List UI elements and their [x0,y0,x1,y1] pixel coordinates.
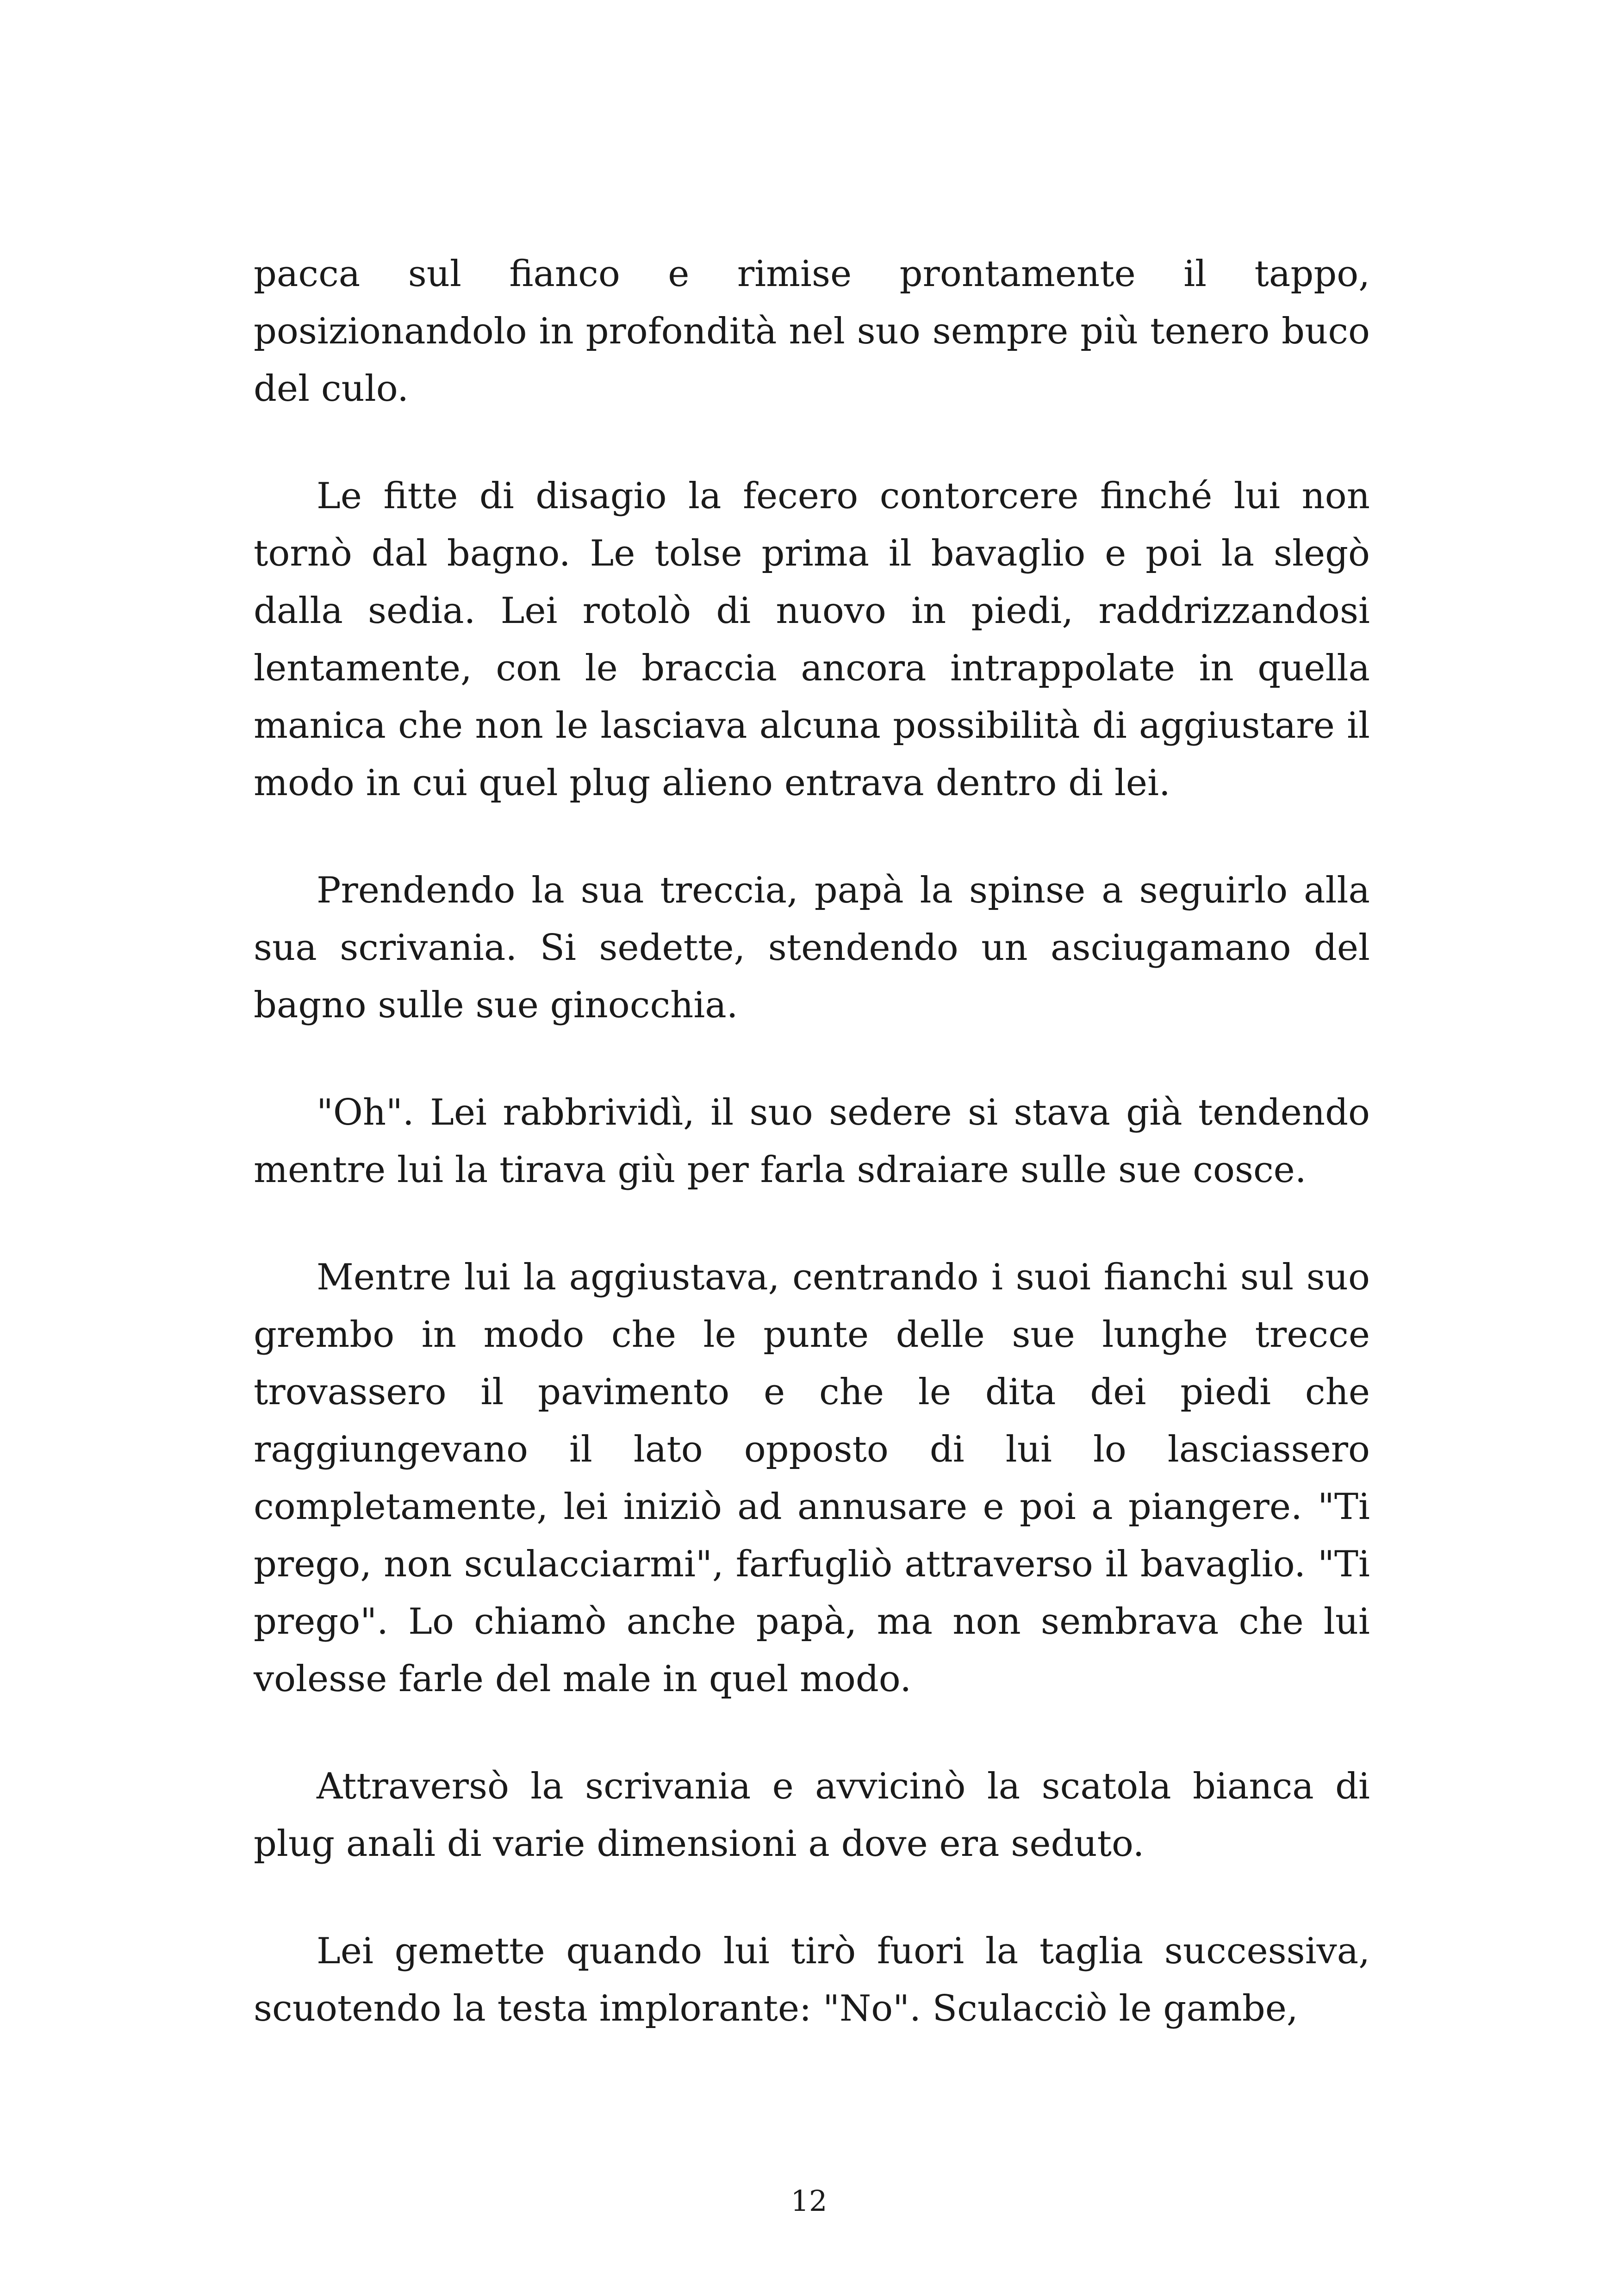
paragraph-7: Lei gemette quando lui tirò fuori la taglia successiva, scuotendo la testa implorante: "No". Sculacciò le gambe, [254,1930,1370,2029]
paragraph-4: "Oh". Lei rabbrividì, il suo sedere si stava già tendendo mentre lui la tirava giù per farla sdraiare sulle sue cosce. [254,1092,1370,1191]
body-text [254,245,1370,2037]
paragraph-2: Le fitte di disagio la fecero contorcere finché lui non tornò dal bagno. Le tolse prima il bavaglio e poi la slegò dalla sedia. Lei rotolò di nuovo in piedi, raddrizzandosi lentamente, con le braccia ancora intrappolate in quella manica che non le lasciava alcuna possibilità di aggiustare il modo in cui quel plug alieno entrava dentro di lei. [254,475,1370,804]
page-number: 12 [790,2184,828,2218]
paragraph-6: Attraversò la scrivania e avvicinò la scatola bianca di plug anali di varie dimensioni a dove era seduto. [254,1766,1370,1865]
paragraph-5: Mentre lui la aggiustava, centrando i suoi fianchi sul suo grembo in modo che le punte delle sue lunghe trecce trovassero il pavimento e che le dita dei piedi che raggiungevano il lato opposto di lui lo lasciassero completamente, lei iniziò ad annusare e poi a piangere. "Ti prego, non sculacciarmi", farfugliò attraverso il bavaglio. "Ti prego". Lo chiamò anche papà, ma non sembrava che lui volesse farle del male in quel modo. [254,1257,1370,1700]
paragraph-1: pacca sul fianco e rimise prontamente il tappo, posizionandolo in profondità nel suo sempre più tenero buco del culo. [254,253,1370,410]
paragraph-3: Prendendo la sua treccia, papà la spinse a seguirlo alla sua scrivania. Si sedette, stendendo un asciugamano del bagno sulle sue ginocchia. [254,870,1370,1026]
